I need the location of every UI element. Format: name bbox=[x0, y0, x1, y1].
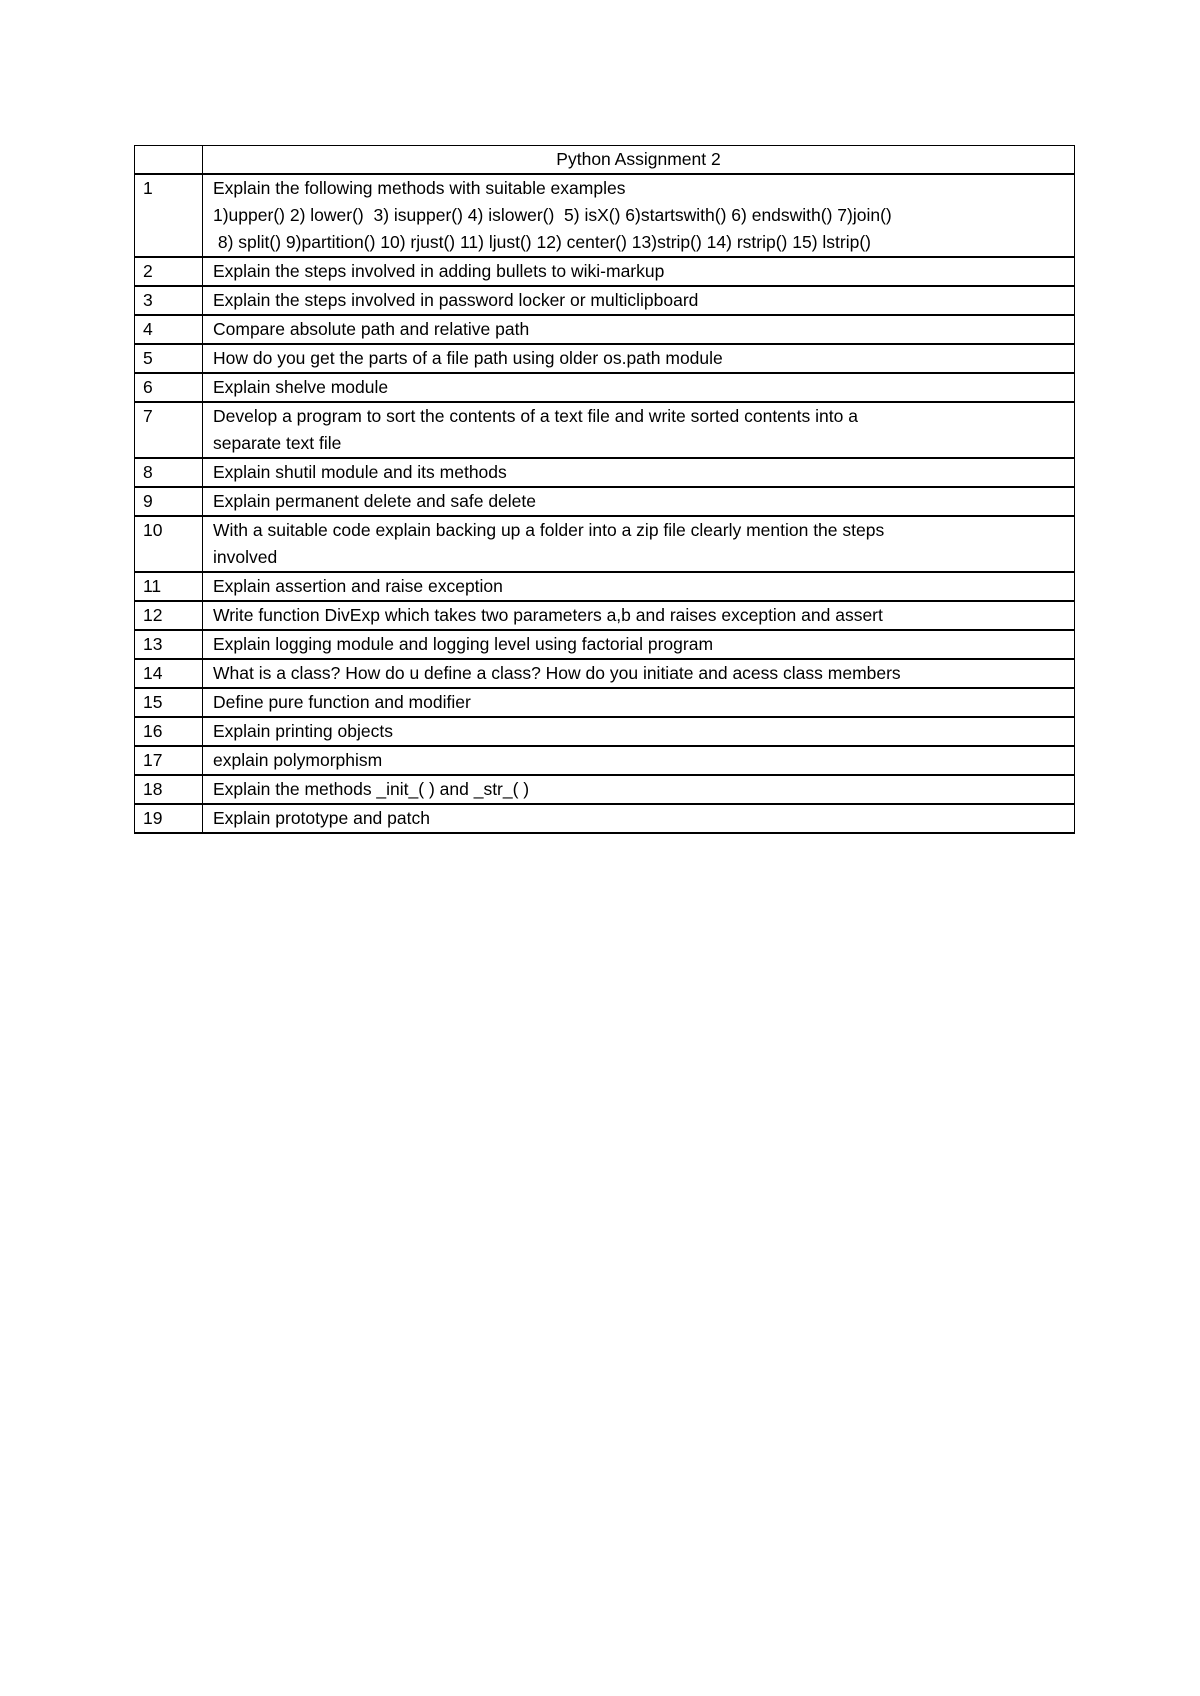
assignment-table-body bbox=[135, 146, 1075, 834]
question-text-line: 1)upper() 2) lower() 3) isupper() 4) islower() 5) isX() 6)startswith() 6) endswith() 7)join() bbox=[213, 205, 892, 225]
question-text-line: Explain the steps involved in adding bullets to wiki-markup bbox=[213, 261, 665, 281]
question-row bbox=[135, 373, 1075, 402]
question-text bbox=[203, 286, 1075, 315]
question-row bbox=[135, 257, 1075, 286]
question-number: 17 bbox=[135, 746, 203, 775]
question-text-line: With a suitable code explain backing up a folder into a zip file clearly mention the steps bbox=[213, 520, 885, 540]
question-number: 10 bbox=[135, 516, 203, 572]
question-number: 6 bbox=[135, 373, 203, 402]
question-text-line: Explain permanent delete and safe delete bbox=[213, 491, 537, 511]
question-row bbox=[135, 286, 1075, 315]
question-text-line: separate text file bbox=[213, 433, 342, 453]
question-number: 1 bbox=[135, 174, 203, 257]
question-row bbox=[135, 659, 1075, 688]
question-text-line: 8) split() 9)partition() 10) rjust() 11) ljust() 12) center() 13)strip() 14) rstrip() 15) lstrip() bbox=[213, 232, 871, 252]
question-text bbox=[203, 516, 1075, 572]
question-text-line: How do you get the parts of a file path using older os.path module bbox=[213, 348, 723, 368]
question-row bbox=[135, 804, 1075, 833]
question-text bbox=[203, 458, 1075, 487]
question-text-line: Explain shutil module and its methods bbox=[213, 462, 507, 482]
question-text bbox=[203, 688, 1075, 717]
question-text bbox=[203, 804, 1075, 833]
question-text-line: Explain prototype and patch bbox=[213, 808, 430, 828]
question-number: 9 bbox=[135, 487, 203, 516]
question-text-line: Explain the methods _init_( ) and _str_( ) bbox=[213, 779, 530, 799]
question-text bbox=[203, 572, 1075, 601]
question-text-line: Explain the steps involved in password locker or multiclipboard bbox=[213, 290, 699, 310]
question-row bbox=[135, 402, 1075, 458]
question-number: 19 bbox=[135, 804, 203, 833]
question-row bbox=[135, 487, 1075, 516]
question-row bbox=[135, 601, 1075, 630]
question-text-line: Explain printing objects bbox=[213, 721, 393, 741]
question-text-line: Explain assertion and raise exception bbox=[213, 576, 503, 596]
question-text-line: Explain shelve module bbox=[213, 377, 389, 397]
question-row bbox=[135, 688, 1075, 717]
question-text-line: Develop a program to sort the contents of a text file and write sorted contents into a bbox=[213, 406, 858, 426]
question-number: 8 bbox=[135, 458, 203, 487]
question-number: 18 bbox=[135, 775, 203, 804]
question-number: 3 bbox=[135, 286, 203, 315]
question-text-line: Define pure function and modifier bbox=[213, 692, 471, 712]
question-row bbox=[135, 572, 1075, 601]
question-text bbox=[203, 344, 1075, 373]
question-number: 2 bbox=[135, 257, 203, 286]
title-row-number-cell bbox=[135, 146, 203, 175]
question-number: 12 bbox=[135, 601, 203, 630]
question-number: 15 bbox=[135, 688, 203, 717]
question-text bbox=[203, 315, 1075, 344]
question-number: 11 bbox=[135, 572, 203, 601]
question-text bbox=[203, 717, 1075, 746]
question-number: 13 bbox=[135, 630, 203, 659]
question-text-line: Explain logging module and logging level using factorial program bbox=[213, 634, 714, 654]
question-number: 16 bbox=[135, 717, 203, 746]
question-text-line: What is a class? How do u define a class? How do you initiate and acess class members bbox=[213, 663, 901, 683]
question-text bbox=[203, 373, 1075, 402]
question-row bbox=[135, 717, 1075, 746]
question-text bbox=[203, 630, 1075, 659]
question-text-line: Explain the following methods with suitable examples bbox=[213, 178, 626, 198]
question-text bbox=[203, 487, 1075, 516]
question-text-line: Write function DivExp which takes two parameters a,b and raises exception and assert bbox=[213, 605, 883, 625]
question-row bbox=[135, 775, 1075, 804]
question-text bbox=[203, 601, 1075, 630]
question-text-line: Compare absolute path and relative path bbox=[213, 319, 530, 339]
question-row bbox=[135, 344, 1075, 373]
question-text bbox=[203, 402, 1075, 458]
question-row bbox=[135, 516, 1075, 572]
question-number: 4 bbox=[135, 315, 203, 344]
title-row bbox=[135, 146, 1075, 175]
question-text bbox=[203, 257, 1075, 286]
question-row bbox=[135, 630, 1075, 659]
question-row bbox=[135, 746, 1075, 775]
question-row bbox=[135, 458, 1075, 487]
question-row bbox=[135, 315, 1075, 344]
question-text bbox=[203, 746, 1075, 775]
question-number: 7 bbox=[135, 402, 203, 458]
assignment-table bbox=[134, 145, 1075, 834]
document-title: Python Assignment 2 bbox=[203, 146, 1075, 175]
question-text bbox=[203, 659, 1075, 688]
question-number: 14 bbox=[135, 659, 203, 688]
question-number: 5 bbox=[135, 344, 203, 373]
question-text bbox=[203, 775, 1075, 804]
question-row bbox=[135, 174, 1075, 257]
question-text-line: involved bbox=[213, 547, 278, 567]
question-text-line: explain polymorphism bbox=[213, 750, 383, 770]
question-text bbox=[203, 174, 1075, 257]
